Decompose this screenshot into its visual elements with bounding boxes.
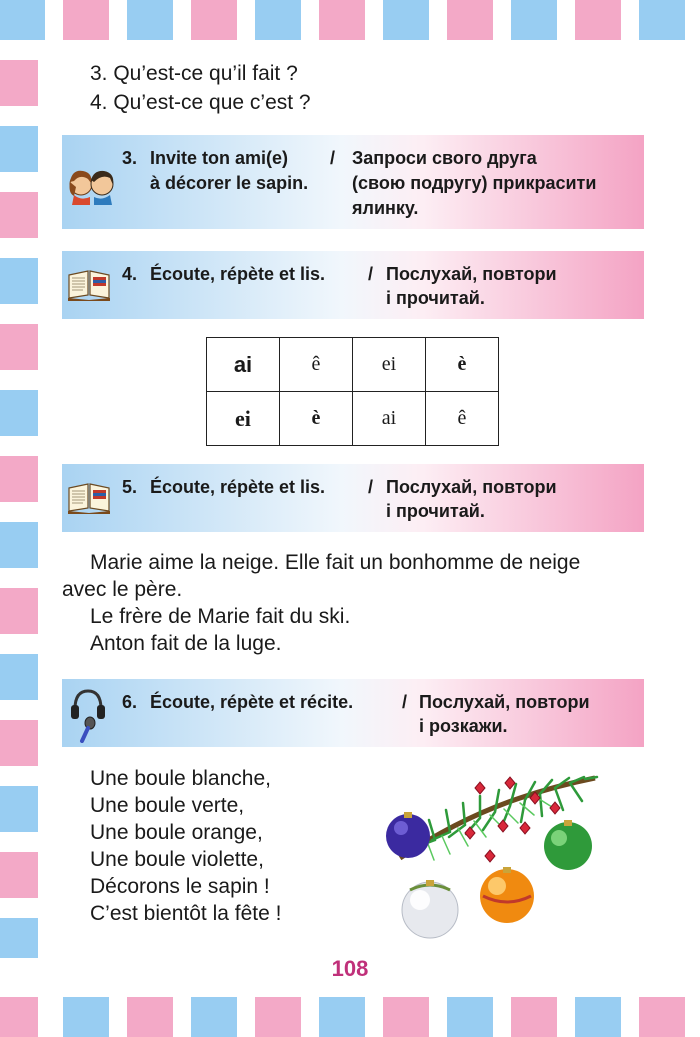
exercise-4-banner <box>62 251 644 319</box>
christmas-branch-ornaments-icon <box>380 768 605 943</box>
bottom-border <box>0 997 700 1037</box>
poem-line-3: Une boule orange, <box>90 821 263 844</box>
exercise-6-number: 6. <box>122 692 138 712</box>
exercise-6-fr: Écoute, répète et récite. <box>150 692 354 712</box>
exercise-6-banner <box>62 679 644 747</box>
exercise-4-separator: / <box>368 264 374 284</box>
table-cell: ê <box>280 338 353 392</box>
table-cell: ai <box>353 392 426 446</box>
page-number: 108 <box>331 956 369 981</box>
table-row <box>207 392 499 446</box>
table-cell: è <box>280 392 353 446</box>
poem-line-6: C’est bientôt la fête ! <box>90 902 282 925</box>
table-cell: ei <box>207 392 280 446</box>
exercise-3-number: 3. <box>122 148 138 168</box>
exercise-4-ua-line2: і прочитай. <box>386 288 485 308</box>
exercise-5-fr: Écoute, répète et lis. <box>150 477 326 497</box>
exercise-3-ua-line1: Запроси свого друга <box>352 148 537 168</box>
exercise-4-number: 4. <box>122 264 138 284</box>
exercise-3-ua-line3: ялинку. <box>352 198 419 218</box>
exercise-3-ua-line2: (свою подругу) прикрасити <box>352 173 597 193</box>
open-book-icon <box>66 480 112 514</box>
poem-line-4: Une boule violette, <box>90 848 264 871</box>
exercise-5-banner <box>62 464 644 532</box>
table-cell: ei <box>353 338 426 392</box>
question-4: 4. Qu’est-ce que c’est ? <box>90 91 311 114</box>
open-book-icon <box>66 267 112 301</box>
exercise-5-number: 5. <box>122 477 138 497</box>
two-children-icon <box>66 165 118 205</box>
question-3: 3. Qu’est-ce qu’il fait ? <box>90 62 298 85</box>
poem-line-2: Une boule verte, <box>90 794 245 817</box>
table-cell: ê <box>426 392 499 446</box>
exercise-3-banner <box>62 135 644 229</box>
table-cell: ai <box>207 338 280 392</box>
reading-line-3: Le frère de Marie fait du ski. <box>90 605 351 628</box>
headphones-microphone-icon <box>68 687 108 743</box>
poem-line-5: Décorons le sapin ! <box>90 875 270 898</box>
exercise-4-ua-line1: Послухай, повтори <box>386 264 557 284</box>
exercise-5-ua-line1: Послухай, повтори <box>386 477 557 497</box>
exercise-6-ua-line1: Послухай, повтори <box>419 692 590 712</box>
exercise-5-ua-line2: і прочитай. <box>386 501 485 521</box>
reading-line-4: Anton fait de la luge. <box>90 632 282 655</box>
exercise-3-fr-line1: Invite ton ami(e) <box>150 148 289 168</box>
exercise-3-fr-line2: à décorer le sapin. <box>150 173 309 193</box>
left-border <box>0 40 40 997</box>
exercise-4-fr: Écoute, répète et lis. <box>150 264 326 284</box>
sound-table <box>206 337 499 446</box>
exercise-6-ua-line2: і розкажи. <box>419 716 508 736</box>
top-border <box>0 0 700 40</box>
exercise-5-separator: / <box>368 477 374 497</box>
exercise-6-separator: / <box>402 692 408 712</box>
reading-line-2: avec le père. <box>62 578 183 601</box>
reading-line-1: Marie aime la neige. Elle fait un bonhomme de neige <box>90 551 581 574</box>
table-row <box>207 338 499 392</box>
exercise-3-separator: / <box>330 148 336 168</box>
table-cell: è <box>426 338 499 392</box>
poem-line-1: Une boule blanche, <box>90 767 271 790</box>
